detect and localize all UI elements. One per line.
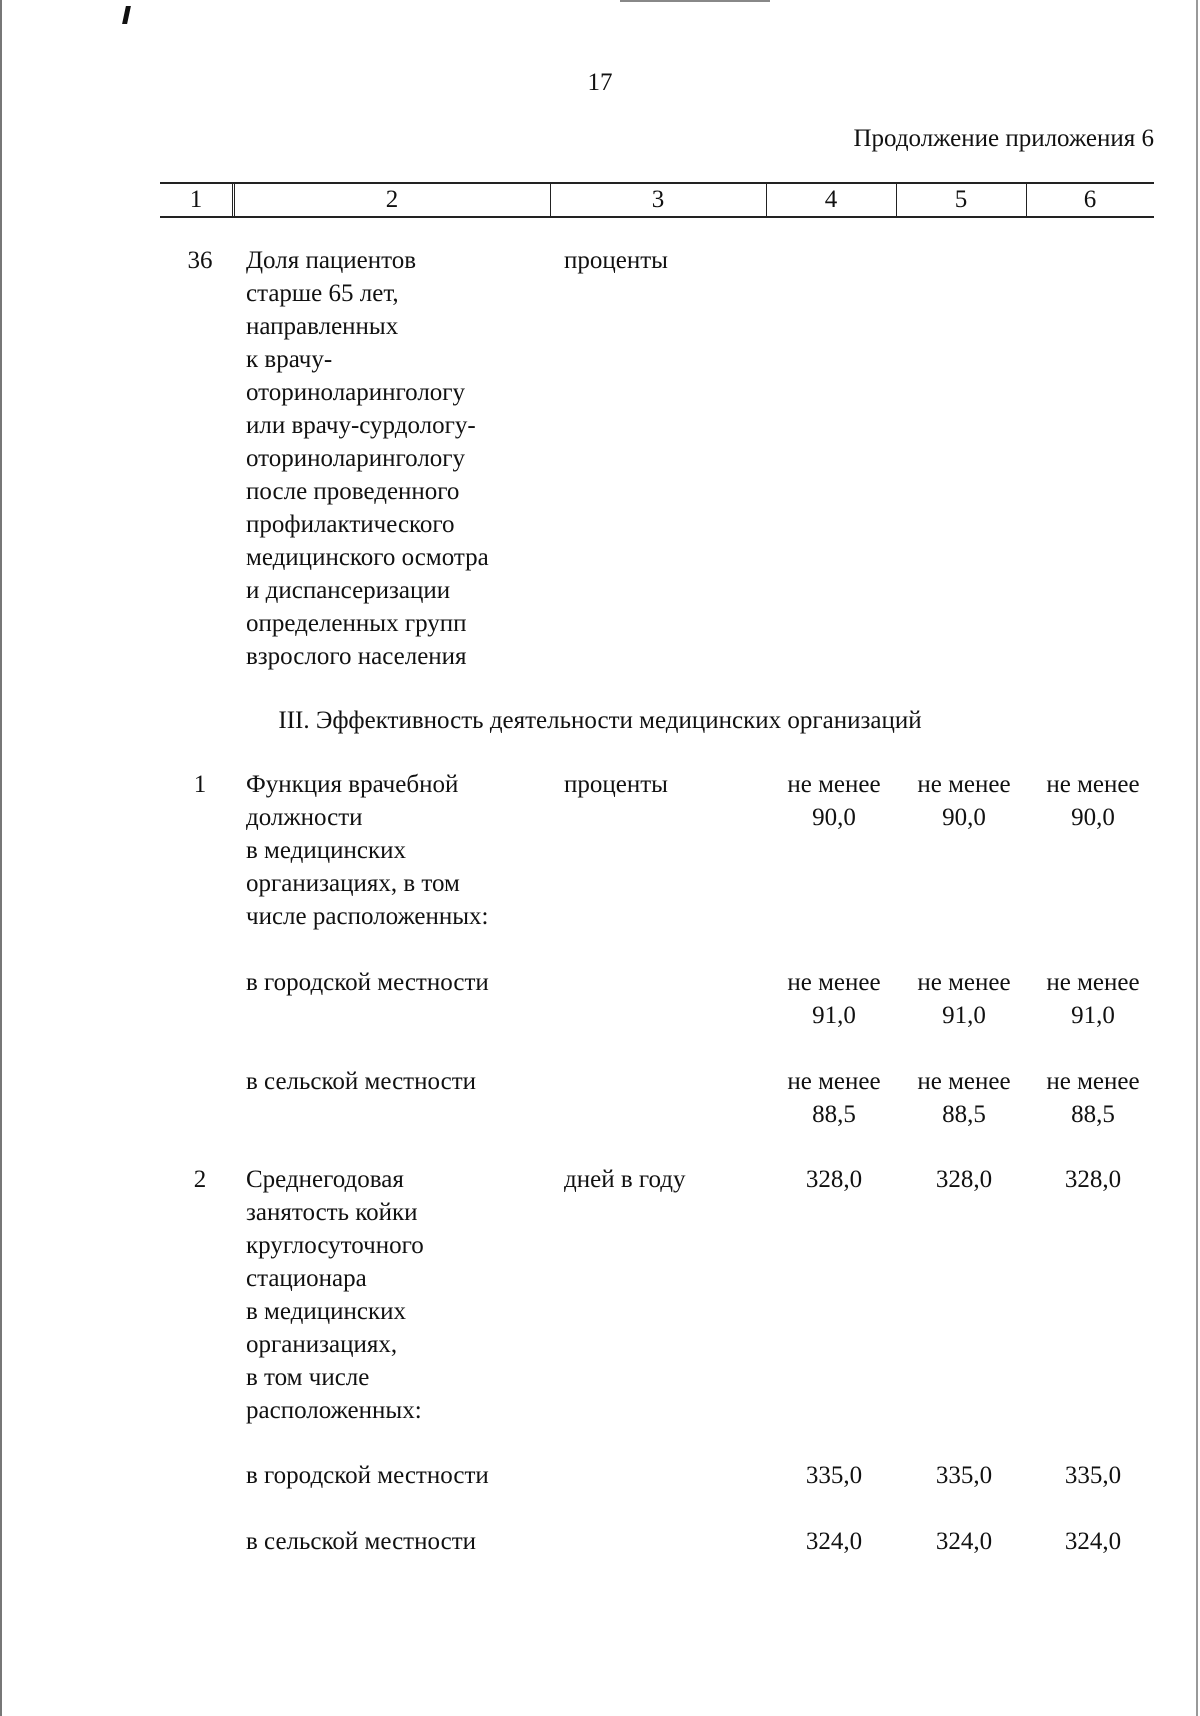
- page-number: 17: [587, 69, 613, 96]
- row-1-rural-value-col-6: [1034, 1065, 1152, 1131]
- value-number: 91,0: [812, 1002, 856, 1029]
- value-qualifier: не менее: [917, 771, 1011, 798]
- row-1-unit: проценты: [564, 771, 668, 798]
- header-col-2: 2: [385, 186, 399, 213]
- description-line: определенных групп: [246, 610, 467, 637]
- description-line: оториноларингологу: [246, 445, 466, 472]
- description-line: должности: [246, 804, 363, 831]
- value-number: 91,0: [942, 1002, 986, 1029]
- description-line: расположенных:: [246, 1397, 422, 1424]
- value-number: 88,5: [942, 1101, 986, 1128]
- row-1-urban-value-col-4: [775, 966, 893, 1032]
- description-line: оториноларингологу: [246, 379, 466, 406]
- row-1-rural-value-col-5: [905, 1065, 1023, 1131]
- description-line: организациях,: [246, 1331, 398, 1358]
- row-2-number: 2: [193, 1166, 207, 1193]
- description-line: круглосуточного: [246, 1232, 424, 1259]
- value-number: 90,0: [1071, 804, 1115, 831]
- row-1-rural-value-col-4: [775, 1065, 893, 1131]
- page-edge-right: [1196, 0, 1198, 1716]
- section-title: III. Эффективность деятельности медицинских организаций: [278, 707, 922, 734]
- row-1-number: 1: [193, 771, 207, 798]
- row-2-urban-label: в городской местности: [246, 1462, 489, 1489]
- description-line: и диспансеризации: [246, 577, 451, 604]
- description-line: Функция врачебной: [246, 771, 459, 798]
- value-qualifier: не менее: [1046, 969, 1140, 996]
- description-line: в медицинских: [246, 1298, 406, 1325]
- row-2-urban-value-col-6: 335,0: [1064, 1462, 1122, 1489]
- value-number: 90,0: [942, 804, 986, 831]
- row-36-description: [246, 244, 489, 673]
- value-qualifier: не менее: [917, 969, 1011, 996]
- header-col-4: 4: [824, 186, 838, 213]
- description-line: взрослого населения: [246, 643, 467, 670]
- header-col-3: 3: [651, 186, 665, 213]
- description-line: в медицинских: [246, 837, 406, 864]
- description-line: занятость койки: [246, 1199, 418, 1226]
- description-line: организациях, в том: [246, 870, 460, 897]
- row-36-unit: проценты: [564, 247, 668, 274]
- continuation-note: Продолжение приложения 6: [853, 125, 1154, 152]
- row-2-value-col-4: 328,0: [805, 1166, 863, 1193]
- header-divider: [232, 182, 233, 218]
- table-header-row: [160, 182, 1154, 218]
- row-2-rural-label: в сельской местности: [246, 1528, 476, 1555]
- top-rule: [620, 0, 770, 2]
- row-1-urban-label: в городской местности: [246, 969, 489, 996]
- description-line: в том числе: [246, 1364, 370, 1391]
- row-1-urban-value-col-6: [1034, 966, 1152, 1032]
- value-number: 88,5: [812, 1101, 856, 1128]
- value-number: 90,0: [812, 804, 856, 831]
- row-2-rural-value-col-4: 324,0: [805, 1528, 863, 1555]
- value-qualifier: не менее: [917, 1068, 1011, 1095]
- row-2-value-col-6: 328,0: [1064, 1166, 1122, 1193]
- value-qualifier: не менее: [787, 771, 881, 798]
- value-number: 91,0: [1071, 1002, 1115, 1029]
- scan-mark: [122, 6, 131, 24]
- row-2-value-col-5: 328,0: [935, 1166, 993, 1193]
- value-qualifier: не менее: [787, 969, 881, 996]
- description-line: или врачу-сурдологу-: [246, 412, 476, 439]
- row-1-value-col-6: [1034, 768, 1152, 834]
- header-col-1: 1: [189, 186, 203, 213]
- header-col-5: 5: [954, 186, 968, 213]
- row-1-value-col-4: [775, 768, 893, 834]
- row-2-description: [246, 1163, 424, 1427]
- value-qualifier: не менее: [787, 1068, 881, 1095]
- row-2-urban-value-col-4: 335,0: [805, 1462, 863, 1489]
- description-line: после проведенного: [246, 478, 460, 505]
- description-line: медицинского осмотра: [246, 544, 489, 571]
- description-line: к врачу-: [246, 346, 333, 373]
- row-2-rural-value-col-6: 324,0: [1064, 1528, 1122, 1555]
- page-edge-left: [0, 0, 2, 1716]
- row-1-rural-label: в сельской местности: [246, 1068, 476, 1095]
- row-36-number: 36: [187, 247, 213, 274]
- value-qualifier: не менее: [1046, 1068, 1140, 1095]
- description-line: профилактического: [246, 511, 455, 538]
- description-line: числе расположенных:: [246, 903, 489, 930]
- description-line: старше 65 лет,: [246, 280, 399, 307]
- value-number: 88,5: [1071, 1101, 1115, 1128]
- value-qualifier: не менее: [1046, 771, 1140, 798]
- description-line: направленных: [246, 313, 399, 340]
- row-2-urban-value-col-5: 335,0: [935, 1462, 993, 1489]
- description-line: Доля пациентов: [246, 247, 417, 274]
- row-2-rural-value-col-5: 324,0: [935, 1528, 993, 1555]
- row-2-unit: дней в году: [564, 1166, 686, 1193]
- header-col-6: 6: [1083, 186, 1097, 213]
- description-line: Среднегодовая: [246, 1166, 404, 1193]
- row-1-urban-value-col-5: [905, 966, 1023, 1032]
- row-1-value-col-5: [905, 768, 1023, 834]
- row-1-description: [246, 768, 489, 933]
- description-line: стационара: [246, 1265, 367, 1292]
